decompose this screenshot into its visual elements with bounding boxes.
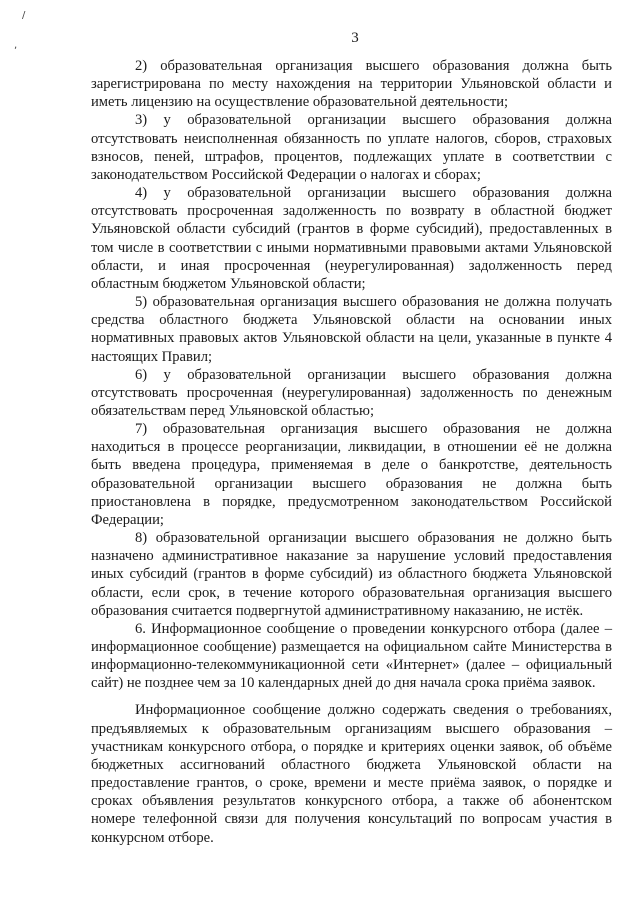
paragraph: 2) образовательная организация высшего образования должна быть зарегистрирована по месту нахождения на территории Ульяновской области и иметь лицензию на осуществление образовательной деятельности; [91, 58, 612, 111]
paragraph: 6. Информационное сообщение о проведении конкурсного отбора (далее – информационное сообщение) размещается на официальном сайте Министерства в информационно-телекоммуникационной сети «Интернет» (далее – официальный сайт) не позднее чем за 10 календарных дней до дня начала срока приёма заявок. [91, 620, 612, 692]
paragraph: 3) у образовательной организации высшего образования должна отсутствовать неисполненная обязанность по уплате налогов, сборов, страховых взносов, пеней, штрафов, процентов, подлежащих уплате в соответствии с законодательством Российской Федерации о налогах и сборах; [91, 112, 612, 183]
paragraph: 4) у образовательной организации высшего образования должна отсутствовать просроченная задолженность по возврату в областной бюджет Ульяновской области субсидий (грантов в форме субсидий), предоставленных в том числе в соответствии с иными нормативными правовыми актами Ульяновской области, и иная просроченная (неурегулированная) задолженность перед областным бюджетом Ульяновской области; [91, 185, 612, 292]
paragraph: 6) у образовательной организации высшего образования должна отсутствовать просроченная (неурегулированная) задолженность по денежным обязательствам перед Ульяновской областью; [91, 366, 612, 419]
document-body [91, 57, 612, 847]
paragraph: 5) образовательная организация высшего образования не должна получать средства областного бюджета Ульяновской области на основании иных нормативных правовых актов Ульяновской области на цели, указанные в пункте 4 настоящих Правил; [91, 294, 612, 365]
page-number: 3 [351, 30, 359, 46]
paragraph: Информационное сообщение должно содержать сведения о требованиях, предъявляемых к образовательным организациям высшего образования – участникам конкурсного отбора, о порядке и критериях оценки заявок, об объёме бюджетных ассигнований областного бюджета Ульяновской области на предоставление грантов, о сроке, времени и месте приёма заявок, о порядке и сроках объявления результатов конкурсного отбора, а также об абонентском номере телефонной связи для получения консультаций по вопросам участия в конкурсном отборе. [91, 702, 612, 846]
paragraph: 7) образовательная организация высшего образования не должна находиться в процессе реорганизации, ликвидации, в отношении её не должна быть введена процедура, применяемая в деле о банкротстве, деятельность образовательной организации высшего образования не должна быть приостановлена в порядке, предусмотренном законодательством Российской Федерации; [91, 421, 612, 528]
scan-mark: / [22, 10, 26, 21]
paragraph: 8) образовательной организации высшего образования не должно быть назначено административное наказание за нарушение условий предоставления иных субсидий (грантов в форме субсидий) из областного бюджета Ульяновской области, если срок, в течение которого образовательная организация высшего образования считается подвергнутой административному наказанию, не истёк. [91, 530, 612, 619]
scan-mark: , [14, 40, 18, 51]
